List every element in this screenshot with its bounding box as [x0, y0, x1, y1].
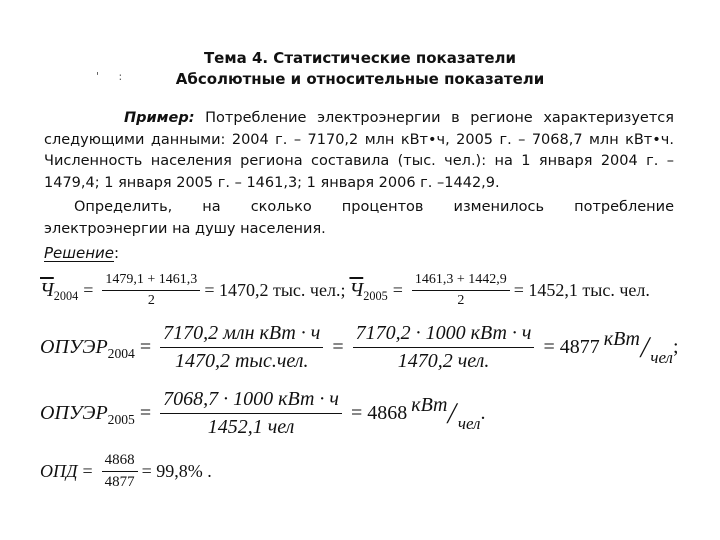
example-label: Пример: — [124, 110, 195, 126]
f5-symbol: ОПД — [40, 461, 78, 481]
f2-result: = 1452,1 тыс. чел. — [513, 280, 650, 300]
f3-denominator-1: 1470,2 тыс.чел. — [174, 350, 309, 372]
f5-numerator: 4868 — [102, 452, 138, 472]
task-paragraph: Определить, на сколько процентов изменилось потребление электроэнергии на душу населения. — [44, 199, 674, 237]
f3-denominator-2: 1470,2 чел. — [397, 350, 490, 372]
f4-unit-bottom: чел — [457, 413, 481, 433]
f2-subscript: 2005 — [363, 288, 388, 303]
slide-title — [120, 48, 600, 90]
f1-numerator: 1479,1 + 1461,3 — [102, 272, 200, 291]
formula-consumption-2005: ОПУЭР 2005 = $\frac{\text{7068,7 · 1000 кВт · ч}}{\text{1452,1 чел}}$ = 4868 кВт / чел . — [40, 388, 486, 438]
f2-fraction — [412, 272, 510, 309]
f5-result: = 99,8% . — [141, 461, 212, 481]
stray-marks: ' : — [96, 70, 131, 83]
formula-consumption-2004: ОПУЭР 2004 = $\frac{\text{7170,2 млн кВт · ч}}{\text{1470,2 тыс.чел.}}$ = $\frac{\text{7170,2 · 1000 кВт · ч}}{\text{1470,2 чел.}}$ = 4877 кВт / чел ; — [40, 322, 679, 372]
solution-label: Решение — [44, 244, 115, 262]
f4-symbol: ОПУЭР — [40, 402, 108, 424]
f4-denominator: 1452,1 чел — [207, 416, 295, 438]
f1-subscript: 2004 — [53, 288, 79, 303]
f4-fraction — [160, 388, 342, 439]
f1-denominator: 2 — [147, 293, 155, 308]
f3-numerator-1: 7170,2 млн кВт · ч — [160, 322, 323, 348]
f1-fraction — [102, 272, 200, 309]
f2-numerator: 1461,3 + 1442,9 — [412, 272, 510, 291]
f3-unit: кВт / чел — [603, 328, 673, 367]
f3-unit-bottom: чел — [650, 347, 673, 367]
f4-unit-top: кВт — [411, 394, 448, 416]
f3-fraction-2 — [353, 322, 535, 373]
title-line-2: Абсолютные и относительные показатели — [175, 70, 545, 88]
solution-heading — [44, 244, 119, 262]
f2-denominator: 2 — [457, 293, 465, 308]
f1-result: = 1470,2 тыс. чел.; — [204, 280, 346, 300]
f5-fraction — [102, 452, 138, 491]
f4-unit: кВт / чел — [411, 394, 481, 433]
f2-symbol: Ч — [349, 279, 364, 301]
f4-result: 4868 — [367, 402, 408, 424]
f3-tail: ; — [672, 336, 679, 358]
example-text: Потребление электроэнергии в регионе характеризуется следующими данными: 2004 г. – 7170,2 млн кВт•ч, 2005 г. – 7068,7 млн кВт•ч. Численность населения региона составила (тыс. чел.): на 1 января 2004 г. – 1479,4; 1 января 2005 г. – 1461,3; 1 января 2006 г. –1442,9. — [44, 110, 674, 191]
f1-symbol: Ч — [40, 279, 54, 301]
formula-dynamics: ОПД = $\frac{4868}{4877}$ = 99,8% . — [40, 452, 212, 490]
example-paragraph — [44, 108, 674, 194]
f3-unit-top: кВт — [603, 328, 640, 350]
f5-denominator: 4877 — [104, 474, 135, 490]
f3-result: 4877 — [559, 336, 600, 358]
f3-fraction-1 — [160, 322, 323, 373]
formula-population-average: Ч 2004 = $\frac{1479,1 + 1461,3}{2}$ = 1470,2 тыс. чел.; Ч 2005 = $\frac{1461,3 + 1442,9}{2}$ = 1452,1 тыс. чел. — [40, 272, 650, 308]
f3-numerator-2: 7170,2 · 1000 кВт · ч — [353, 322, 535, 348]
f4-subscript: 2005 — [107, 411, 135, 427]
f3-symbol: ОПУЭР — [40, 336, 108, 358]
solution-colon: : — [114, 244, 120, 262]
f4-numerator: 7068,7 · 1000 кВт · ч — [160, 388, 342, 414]
title-line-1: Тема 4. Статистические показатели — [203, 49, 517, 67]
f3-subscript: 2004 — [107, 345, 135, 361]
f4-tail: . — [480, 402, 486, 424]
